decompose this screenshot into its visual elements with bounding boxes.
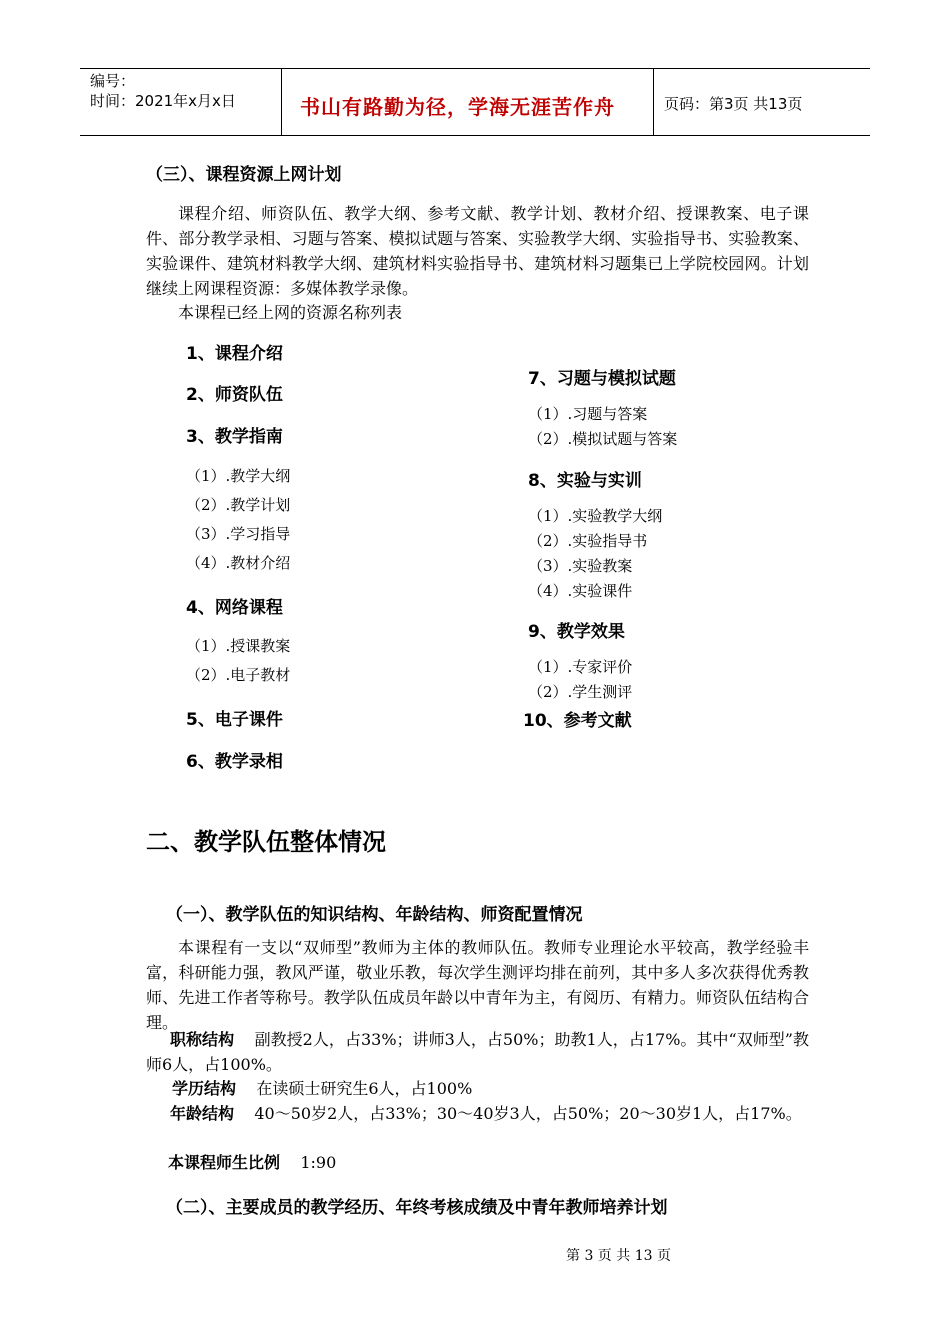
title-structure-label: 职称结构 — [170, 1030, 235, 1049]
list-item-references: 10、参考文献 — [523, 711, 632, 731]
section-title-resources: （三）、课程资源上网计划 — [146, 165, 342, 185]
doc-date: 时间：2021年x月x日 — [90, 92, 236, 110]
list-item-course-intro: 1、课程介绍 — [186, 344, 283, 364]
ratio-line — [168, 1150, 336, 1175]
header-top-rule — [80, 68, 870, 69]
list-subitem: （1）.专家评价 — [528, 658, 633, 676]
title-structure-text: 副教授2人，占33%；讲师3人，占50%；助教1人，占17%。其中“双师型”教师6人，占100%。 — [146, 1030, 810, 1074]
edu-structure-label: 学历结构 — [172, 1079, 237, 1098]
edu-structure-text: 在读硕士研究生6人，占100% — [256, 1079, 473, 1098]
list-subitem: （2）.电子教材 — [186, 666, 291, 684]
header-page-info: 页码：第3页 共13页 — [664, 95, 803, 113]
list-item-e-courseware: 5、电子课件 — [186, 710, 283, 730]
list-item-teaching-guide: 3、教学指南 — [186, 427, 283, 447]
header-divider-right — [653, 68, 654, 135]
edu-structure-line — [172, 1076, 472, 1101]
age-structure-label: 年龄结构 — [170, 1104, 235, 1123]
list-item-teaching-effect: 9、教学效果 — [528, 622, 625, 642]
age-structure-text: 40～50岁2人，占33%；30～40岁3人，占50%；20～30岁1人，占17%。 — [254, 1104, 802, 1123]
list-subitem: （3）.学习指导 — [186, 525, 291, 543]
list-subitem: （2）.模拟试题与答案 — [528, 430, 678, 448]
list-item-experiments: 8、实验与实训 — [528, 471, 642, 491]
subsection-title-members: （二）、主要成员的教学经历、年终考核成绩及中青年教师培养计划 — [166, 1198, 668, 1218]
list-subitem: （2）.教学计划 — [186, 496, 291, 514]
list-item-exercises: 7、习题与模拟试题 — [528, 369, 676, 389]
list-subitem: （2）.实验指导书 — [528, 532, 648, 550]
title-structure-line — [146, 1027, 809, 1077]
list-subitem: （4）.教材介绍 — [186, 554, 291, 572]
team-paragraph: 本课程有一支以“双师型”教师为主体的教师队伍。教师专业理论水平较高，教学经验丰富，科研能力强，教风严谨，敬业乐教，每次学生测评均排在前列，其中多人多次获得优秀教师、先进工作者等称号。教学队伍成员年龄以中青年为主，有阅历、有精力。师资队伍结构合理。 — [146, 938, 809, 1032]
list-item-online-course: 4、网络课程 — [186, 598, 283, 618]
list-subitem: （2）.学生测评 — [528, 683, 633, 701]
resources-paragraph: 课程介绍、师资队伍、教学大纲、参考文献、教学计划、教材介绍、授课教案、电子课件、部分教学录相、习题与答案、模拟试题与答案、实验教学大纲、实验指导书、实验教案、实验课件、建筑材料教学大纲、建筑材料实验指导书、建筑材料习题集已上学院校园网。计划继续上网课程资源：多媒体教学录像。 — [146, 204, 809, 298]
subsection-title-structure: （一）、教学队伍的知识结构、年龄结构、师资配置情况 — [166, 905, 583, 925]
age-structure-line — [146, 1101, 809, 1126]
list-subitem: （1）.实验教学大纲 — [528, 507, 663, 525]
doc-number-label: 编号： — [90, 72, 136, 90]
chapter-title-team: 二、教学队伍整体情况 — [146, 828, 386, 856]
list-subitem: （4）.实验课件 — [528, 582, 633, 600]
resources-list-intro: 本课程已经上网的资源名称列表 — [178, 303, 403, 322]
list-item-recordings: 6、教学录相 — [186, 752, 283, 772]
list-item-faculty: 2、师资队伍 — [186, 385, 283, 405]
header-divider-left — [281, 68, 282, 135]
ratio-value: 1:90 — [300, 1153, 337, 1172]
header-bottom-rule — [80, 135, 870, 136]
ratio-label: 本课程师生比例 — [168, 1153, 281, 1172]
list-subitem: （1）.授课教案 — [186, 637, 291, 655]
list-subitem: （1）.习题与答案 — [528, 405, 648, 423]
list-subitem: （3）.实验教案 — [528, 557, 633, 575]
list-subitem: （1）.教学大纲 — [186, 467, 291, 485]
header-motto: 书山有路勤为径，学海无涯苦作舟 — [300, 95, 615, 119]
page-footer: 第 3 页 共 13 页 — [566, 1248, 671, 1264]
